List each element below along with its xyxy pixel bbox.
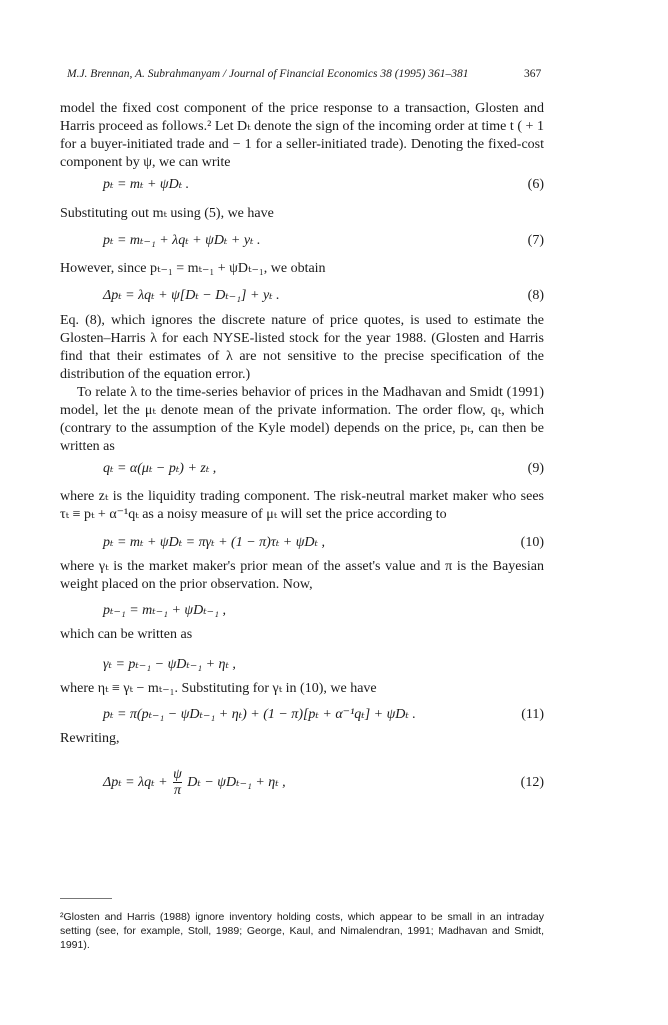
paragraph-eta-definition: where ηₜ ≡ γₜ − mₜ₋₁. Substituting for γₜ in (10), we have <box>60 681 377 696</box>
equation-unnumbered-2-expr: γₜ = pₜ₋₁ − ψDₜ₋₁ + ηₜ , <box>103 657 236 672</box>
equation-12 <box>60 763 544 803</box>
paragraph-intro: model the fixed cost component of the price response to a transaction, Glosten and Harris proceed as follows.² Let Dₜ denote the sign of the incoming order at time t ( + 1 for a buyer-initiated trade and − 1 for a seller-initiated trade). Denoting the fixed-cost component by ψ, we can write <box>60 101 544 170</box>
paragraph-written-as: which can be written as <box>60 627 193 642</box>
page-number: 367 <box>524 68 542 80</box>
paragraph-eq8-discussion: Eq. (8), which ignores the discrete nature of price quotes, is used to estimate the Glosten–Harris λ for each NYSE-listed stock for the year 1988. (Glosten and Harris find that their estimates of λ are not sensitive to the precise specification of the distribution of the equation error.) <box>60 313 544 382</box>
equation-8-expr: Δpₜ = λqₜ + ψ[Dₜ − Dₜ₋₁] + yₜ . <box>103 288 280 303</box>
equation-9-expr: qₜ = α(μₜ − pₜ) + zₜ , <box>103 461 217 476</box>
equation-6 <box>60 175 544 195</box>
equation-12-number: (12) <box>520 775 544 790</box>
running-header <box>0 68 668 84</box>
equation-unnumbered-1-expr: pₜ₋₁ = mₜ₋₁ + ψDₜ₋₁ , <box>103 603 226 618</box>
paragraph-madhavan-smidt: To relate λ to the time-series behavior of prices in the Madhavan and Smidt (1991) model, let the μₜ denote mean of the private information. The order flow, qₜ, which (contrary to the assumption of the Kyle model) depends on the price, pₜ, can then be written as <box>60 385 544 454</box>
equation-11 <box>60 705 544 725</box>
paragraph-prior-mean: where γₜ is the market maker's prior mean of the asset's value and π is the Bayesian weight placed on the prior observation. Now, <box>60 559 544 592</box>
equation-9-number: (9) <box>527 461 544 476</box>
paragraph-substituting: Substituting out mₜ using (5), we have <box>60 206 274 221</box>
equation-12-lhs: Δpₜ = λqₜ + <box>103 775 168 790</box>
equation-7-number: (7) <box>527 233 544 248</box>
paragraph-liquidity: where zₜ is the liquidity trading component. The risk-neutral market maker who sees τₜ ≡ pₜ + α⁻¹qₜ as a noisy measure of μₜ will set the price according to <box>60 489 544 522</box>
equation-12-denominator: π <box>173 782 181 798</box>
equation-7-expr: pₜ = mₜ₋₁ + λqₜ + ψDₜ + yₜ . <box>103 233 261 248</box>
paragraph-rewriting: Rewriting, <box>60 731 120 746</box>
equation-11-expr: pₜ = π(pₜ₋₁ − ψDₜ₋₁ + ηₜ) + (1 − π)[pₜ + α⁻¹qₜ] + ψDₜ . <box>103 707 416 722</box>
equation-9 <box>60 459 544 479</box>
equation-8 <box>60 286 544 306</box>
equation-7 <box>60 231 544 251</box>
running-title: M.J. Brennan, A. Subrahmanyam / Journal of Financial Economics 38 (1995) 361–381 <box>67 68 469 80</box>
equation-8-number: (8) <box>527 288 544 303</box>
footnote-divider <box>60 898 112 899</box>
equation-6-expr: pₜ = mₜ + ψDₜ . <box>103 177 190 192</box>
equation-11-number: (11) <box>521 707 544 722</box>
equation-10 <box>60 533 544 553</box>
equation-10-number: (10) <box>520 535 544 550</box>
equation-unnumbered-1 <box>60 601 544 621</box>
equation-12-fraction <box>173 768 182 798</box>
paragraph-however: However, since pₜ₋₁ = mₜ₋₁ + ψDₜ₋₁, we obtain <box>60 261 326 276</box>
equation-unnumbered-2 <box>60 655 544 675</box>
equation-10-expr: pₜ = mₜ + ψDₜ = πγₜ + (1 − π)τₜ + ψDₜ , <box>103 535 325 550</box>
equation-12-rhs: Dₜ − ψDₜ₋₁ + ηₜ , <box>187 775 286 790</box>
equation-12-expr <box>103 763 286 803</box>
equation-12-numerator: ψ <box>173 766 182 782</box>
equation-6-number: (6) <box>527 177 544 192</box>
footnote-2: ²Glosten and Harris (1988) ignore inventory holding costs, which appear to be small in an intraday setting (see, for example, Stoll, 1989; George, Kaul, and Nimalendran, 1991; Madhavan and Smidt, 1991). <box>60 911 544 951</box>
